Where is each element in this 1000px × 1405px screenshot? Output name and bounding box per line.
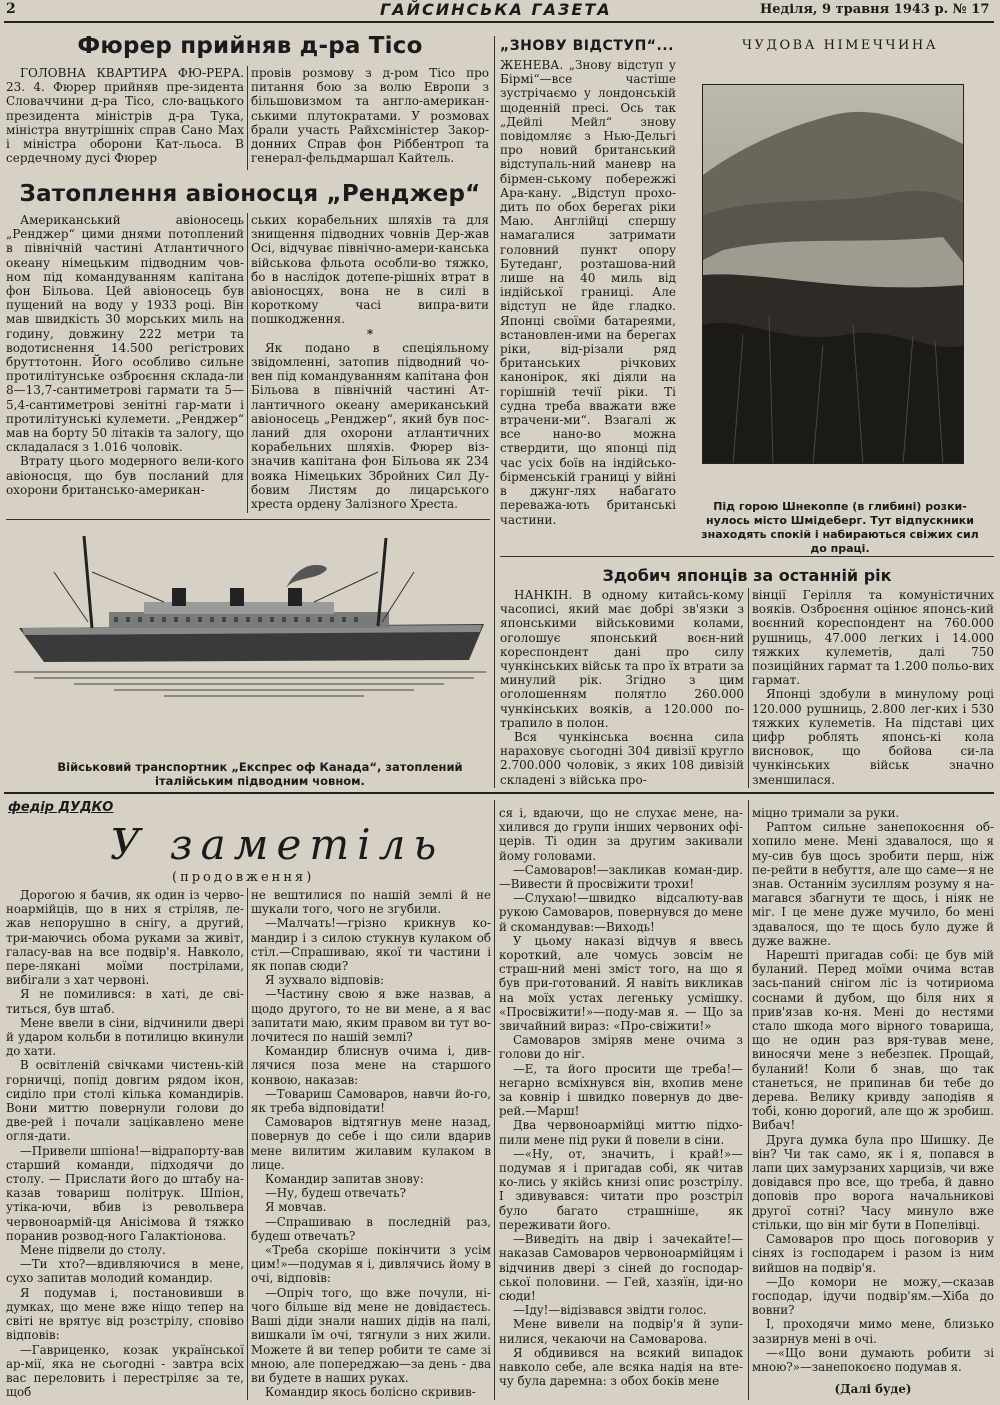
- story-col1-p0: Дорогою я бачив, як один із черво-ноармійців, що в них я стріляв, ле-жав непорушно в снігу, а другий, три-маючись обома руками за живіт, галасу-вав на все подвір'я. Навколо, пере-ляканi моїми пострілами, вибігали з хат червоні.: [6, 888, 244, 988]
- story-col2-p5: —Товариш Самоваров, навчи йо-го, як треба відповідати!: [251, 1086, 491, 1116]
- article-japan-col1-para2: Вся чункінська воєнна сила нараховує сьогодні 304 дивізії кругло 2.700.000 чоловік, з яких 108 дивізій складені з війська про-: [500, 730, 744, 787]
- story-col2-p4: Командир блиснув очима і, див-лячися поза мене на старшого конвою, наказав:: [251, 1044, 491, 1087]
- article-retreat-title: „ЗНОВУ ВІДСТУП“...: [500, 38, 674, 54]
- article-ranger-col1-para2: Втрату цього модерного вели-кого авіоносця, що був посланий для охорони британсько-американ-: [6, 454, 244, 497]
- story-col3-p11: Я обдивився на всякий випадок навколо себе, але всяка надія на вте-чу була даремна: з обох боків мене: [499, 1345, 743, 1389]
- story-col1-p5: Мене підвели до столу.: [20, 1243, 166, 1258]
- story-rule: [4, 792, 994, 794]
- story-col1-p4: —Привели шпіона!—відрапорту-вав старший команди, підходячи до столу. — Прислати його до штабу на-казав товариш політрук. Шпіон, утіка-ючи, вбив із револьвера червоноармій-ця Анісімова й тяжко поранив розвод-ного Галактіонова.: [6, 1143, 244, 1243]
- germany-photo: [702, 84, 964, 464]
- story-col3-p0: ся і, вдаючи, що не слухає мене, на-хилився до групи інших червоних офі-церів. Ті один за другим закивали йому головами.: [499, 806, 743, 863]
- column-rule: [748, 588, 749, 788]
- article-japan-col2: [752, 588, 994, 787]
- story-col4-p1: Раптом сильне занепокоєння об-хопило мене. Мені здавалося, що я му-сив був щось зробити перш, ніж пе-рейти в небуття, але що саме—я не знав. Останнім зусиллям розуму я на-магався збагнути те щось, і ніяк не міг. І це мене дуже мучило, бо мені здавалося, що те щось було дуже й дуже важне.: [752, 820, 994, 948]
- story-col1-p7: Я подумав і, постановивши в думках, що мене вже ніщо тепер на світі не врятує від розстрілу, сповіво відповів:: [6, 1285, 244, 1343]
- article-fuhrer-col2: провів розмову з д-ром Тісо про питання бою за волю Европи з більшовизмом та англо-американ-ськими плутократами. У розмовах брали участь Райхсміністер Закор-донних Справ фон Ріббентроп та генерал-фельдмаршал Кайтель.: [251, 66, 489, 166]
- story-col2-p3: —Частину свою я вже назвав, а щодо другого, то не ви мене, а я вас запитати маю, яким правом ви тут во-лочитеся по нашій землі?: [251, 987, 491, 1045]
- story-continued: (Далі буде): [834, 1382, 912, 1397]
- story-author: федір ДУДКО: [8, 800, 114, 815]
- story-col2-p1: —Малчать!—грізно крикнув ко-мандир і з силою стукнув кулаком об стіл.—Спрашиваю, якої ти частини і як попав сюди?: [251, 916, 491, 974]
- story-col2-p0: не вештилися по нашій землі й не шукали того, чого не згубили.: [251, 888, 491, 917]
- story-col2-p10: —Спрашиваю в последній раз, будеш отвечать?: [251, 1214, 491, 1243]
- article-ranger-col2: [251, 213, 489, 511]
- article-fuhrer-title: Фюрер прийняв д-ра Тісо: [77, 33, 423, 59]
- story-col2: [251, 888, 491, 1399]
- germany-heading: ЧУДОВА НІМЕЧЧИНА: [741, 38, 939, 53]
- story-col3-p8: —Виведіть на двір і зачекайте!—наказав Самоваров червоноармійцям і відчинив двері з сіней до господар-ської половини. — Гей, хазяїн, іди-но сюди!: [499, 1232, 743, 1303]
- masthead-rule: [4, 21, 994, 23]
- story-col1-p1: Я не помилився: в хаті, де сві-титься, був штаб.: [6, 987, 244, 1016]
- story-col3-p7: —«Ну, от, значить, і край!»—подумав я і пригадав собі, як читав ко-лись у якійсь книзі опис розстрілу. І здивувався: читати про розстріл було багато страшніше, як переживати його.: [499, 1146, 743, 1232]
- story-col3-p1: —Самоваров!—закликав коман-дир.—Вивести й просвіжити трохи!: [499, 862, 743, 892]
- story-col4-p2: Нарешті пригадав собі: це був мій буланий. Перед моїми очима встав зась-паний снігом ліс із чотириома соснами й дубом, що біля них я прив'язав ко-ня. Мені до нестями стало шкода мого вірного товариша, що не один раз вря-тував мене, виносячи мене з небезпек. Прощай, буланий! Коли б знав, що так станеться, не припинав би тебе до дерева. Велику кривду заподіяв я тобі, коню дорогий, але що ж зробиш. Вибач!: [752, 948, 994, 1133]
- article-ranger-col2-para1: ських корабельних шляхів та для знищення підводних човнів Дер-жав Осі, відчуває північно-амери-канська військова фльота особли-во тяжко, бо в наслідок дотепе-рішніх втрат в авіоносцях, вона не в силі в короткому часі випра-вити пошкодження.: [251, 213, 489, 327]
- story-col2-p6: Самоваров відтягнув мене назад, повернув до себе і що сили вдарив мене вилитим жилавим кулаком в лице.: [251, 1115, 491, 1172]
- story-col2-p7: Командир запитав знову:: [265, 1172, 424, 1187]
- story-col3-p6: Два червоноармійці миттю підхо-пили мене під руки й повели в сіни.: [499, 1118, 743, 1147]
- landscape-photo: [703, 85, 964, 464]
- article-japan-col1-para1: НАНКІН. В одному китайсь-кому часописі, який має добрі зв'язки з японськими військовими колами, оголошує японський воєн-ний кореспондент дані про силу чункінських військ та про їх втрати за минулий рік. Згідно з цим оголошенням полятло 260.000 чункінських вояків, а 120.000 по-трапило в полон.: [500, 588, 744, 730]
- article-japan-title: Здобич японців за останній рік: [602, 566, 892, 585]
- column-rule: [247, 66, 248, 170]
- article-retreat-text: ЖЕНЕВА. „Знову відступ у Бірмі“—все частіше зустрічаємо у лондонській щоденній пресі. Ось так „Дейлі Мейл“ знову повідомляє з Нью-Дельгі про новий британський відступаль-ний маневр на бірмен-ському побережжі Ара-кану. „Відступ прохо-дить по обох берегах ріки Маю. Англійці спершу намагалися затримати головний пункт опору Бутеданг, розташова-ний лише на 40 миль від індійської границі. Але відступ не йде гладко. Японці своїми батареями, встановлен-ими на берегах ріки, від-різали ряд британських річкових канонірок, які діяли на горішній течії ріки. Ті судна треба вважати вже втрачени-ми“. Взагалі ж все нано-во можна ствердити, що японці під час усіх боїв на індійсько-бірменській границі у війні в джунг-лях набагато переважа-ють британські частини.: [500, 58, 676, 527]
- article-japan-col2-para2: Японці здобули в минулому році 120.000 рушниць, 2.800 лег-ких і 530 тяжких кулеметів. На підставі цих цифр роблять японсь-кі кола висновок, що бойова си-ла чункінських військ значно зменшилася.: [752, 687, 994, 787]
- column-rule: [494, 800, 495, 1400]
- story-col2-p11: «Треба скоріше покінчити з усім цим!»—подумав я і, дивлячись йому в очі, відповів:: [251, 1243, 491, 1286]
- story-col3-p9: —Іду!—відізвався звідти голос.: [513, 1303, 707, 1318]
- story-col3: [499, 806, 743, 1388]
- ship-caption: Військовий транспортник „Експрес оф Канада“, затоплений італійським підводним човном.: [57, 760, 463, 788]
- article-ranger-col1-para1: Американський авіоносець „Ренджер“ цими днями потоплений в північній частині Атлантичного океану німецьким підводним чов-ном під командуванням капітана фон Більова. Цей авіоносець був пущений на воду у 1933 році. Він мав швидкість 30 морських миль на годину, довжину 222 метри та водотиснення 14.500 регістрових бруттотонн. Його особливо сильне протилітунське озброєння склада-ли 8—13,7-сантиметрові гармати та 5—5,4-сантиметрові зенітні гар-мати і протилітунські кулемети. „Ренджер“ мав на борту 50 літаків та залогу, що складалася з 1.016 чоловік.: [6, 213, 244, 455]
- story-title: У заметіль: [110, 820, 445, 869]
- story-col1-p2: Мене ввели в сіни, відчинили двері й ударом кольби в потилицю вкинули до хати.: [6, 1015, 244, 1059]
- column-rule: [247, 888, 248, 1400]
- story-col4-p3: Друга думка була про Шишку. Де він? Чи так само, як і я, попався в лапи цих замурзаних харцизів, чи вже довідався про все, що треба, й давно доповів про ворога начальникові другої сотні? Часу минуло вже стільки, що він міг бути в Попелівці.: [752, 1132, 994, 1232]
- story-col1-p8: —Гавриценко, козак української ар-мії, яка не сьогодні - завтра всіх вас переловить і перестріляє за те, щоб: [6, 1342, 244, 1400]
- story-col3-p5: —Е, та його просити ще треба!—негарно всміхнувся він, вхопив мене за ковнір і швидко повернув до две-рей.—Марш!: [499, 1061, 743, 1119]
- story-col3-p3: У цьому наказі відчув я ввесь короткий, але чомусь зовсім не страш-ний мені зміст того, на що я був при-готований. Я навіть викликав на моїх устах легеньку усмішку. «Просвіжити!»—поду-мав я. — Що за звичайний вираз: «Про-свіжити!»: [499, 933, 743, 1034]
- story-col2-p12: —Опріч того, що вже почули, ні-чого більше від мене не довідаєтесь. Ваші діди знали наших дідів на палі, вишкали їм очі, тягнули з них жили. Можете й ви тепер робити те саме зі мною, але попереджаю—за день - два ви будете в наших руках.: [251, 1285, 491, 1385]
- article-ranger-title: Затоплення авіоносця „Ренджер“: [19, 181, 481, 207]
- story-col1: [6, 888, 244, 1399]
- masthead: [0, 0, 1000, 22]
- germany-caption: Під горою Шнекоппе (в глибині) розки-нулось місто Шмідеберг. Тут відпускники знаходять спокій і набираються свіжих сил до праці.: [701, 500, 979, 555]
- story-subtitle: (продовження): [172, 870, 315, 885]
- story-col3-p2: —Слухаю!—швидко відсалюту-вав рукою Самоваров, повернувся до мене й скомандував:—Виходь!: [499, 891, 743, 934]
- issue-date: Неділя, 9 травня 1943 р. № 17: [760, 2, 990, 17]
- story-col3-p10: Мене вивели на подвір'я й зупи-нилися, чекаючи на Самоварова.: [499, 1317, 743, 1346]
- story-col4-p7: —«Що вони думають робити зі мною?»—занепокоєно подумав я.: [752, 1345, 994, 1374]
- story-col1-p3: В освітленій свічками чистень-кій горничці, попід довгим рядом ікон, сиділо при столі кілька командирів. Вони миттю повернули голови до две-рей і почали зацікавлено мене огля-дати.: [6, 1058, 244, 1144]
- story-col3-p4: Самоваров зміряв мене очима з голови до ніг.: [499, 1033, 743, 1062]
- article-ranger-col2-para2: Як подано в спеціяльному звідомленні, затопив підводний чо-вен під командуванням капітана фон Більова в північній частині Ат-лантичного океану американський авіоносець „Ренджер“, який був пос-ланий для охорони атлантичних корабельних шляхів. Фюрер віз-значив капітана фон Більова як 234 вояка Німецьких Збройних Сил Ду-бовим Листям до лицарського хреста ордену Залізного Хреста.: [251, 340, 489, 512]
- section-rule: [6, 519, 490, 520]
- story-col4-p0: міцно тримали за руки.: [752, 806, 900, 820]
- article-ranger-stars: *: [366, 326, 374, 341]
- page-number: 2: [6, 1, 16, 17]
- story-col2-p2: Я зухвало відповів:: [265, 973, 384, 988]
- story-col2-p13: Командир якось болісно скривив-: [265, 1385, 476, 1400]
- story-col4: [752, 806, 994, 1396]
- ship-illustration: [14, 532, 486, 707]
- article-ranger-col1: [6, 213, 244, 497]
- article-fuhrer-col1: ГОЛОВНА КВАРТИРА ФЮ-РЕРА. 23. 4. Фюрер прийняв пре-зидента Словаччини д-ра Тісо, сло-вацького президента міністрів д-ра Тука, міністра внутрішніх справ Сано Мах і міністра оборони Кат-льоса. В сердечному дусі Фюрер: [6, 66, 244, 166]
- ship-drawing: [14, 532, 486, 707]
- story-col1-p6: —Ти хто?—вдивляючися в мене, сухо запитав молодий командир.: [6, 1257, 244, 1286]
- article-japan-col1: [500, 588, 744, 787]
- article-japan-col2-para1: вінції Герілля та комуністичних вояків. Озброєння оцінює японсь-кий воєнний кореспондент на 760.000 рушниць, 47.000 легких і 14.000 тяжких кулеметів, далі 750 позиційних гармат та 1.200 польо-вих гармат.: [752, 588, 994, 688]
- section-rule: [500, 556, 994, 557]
- story-col4-p5: —До комори не можу,—сказав господар, ідучи подвір'ям.—Хіба до вовни?: [752, 1274, 994, 1318]
- story-col4-p4: Самоваров про щось поговорив у сінях із господарем і разом із ним вийшов на подвір'я.: [752, 1232, 994, 1275]
- column-rule: [748, 800, 749, 1400]
- paper-name: ГАЙСИНСЬКА ГАЗЕТА: [380, 0, 612, 19]
- story-col4-p6: І, проходячи мимо мене, близько зазирнув мені в очі.: [752, 1317, 994, 1346]
- column-rule-main: [494, 36, 495, 788]
- story-col2-p9: Я мовчав.: [265, 1200, 327, 1215]
- story-col2-p8: —Ну, будеш отвечать?: [265, 1186, 406, 1201]
- column-rule: [247, 213, 248, 513]
